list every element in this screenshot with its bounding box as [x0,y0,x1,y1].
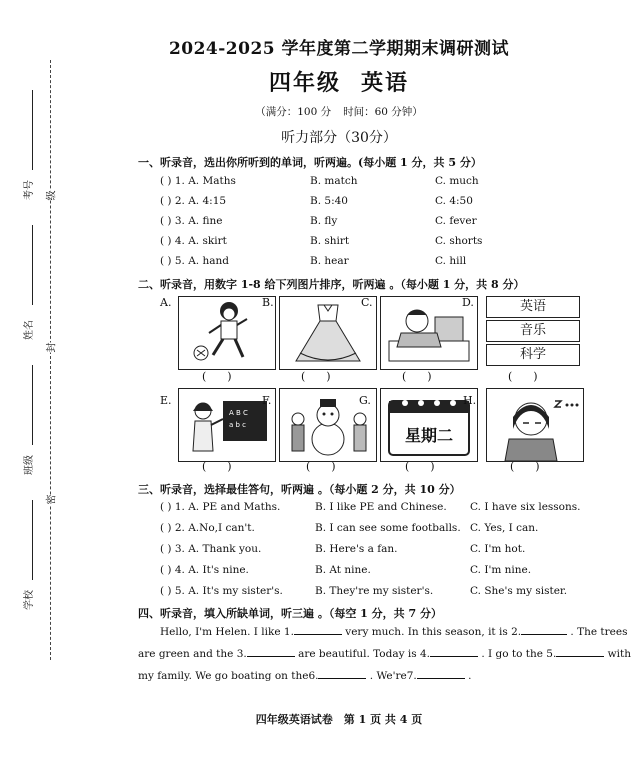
answer-blank-6[interactable] [318,666,366,679]
option-a: ( ) 2. A. 4:15 [160,195,227,207]
passage-text: are beautiful. Today is 4. [294,648,430,660]
option-a: ( ) 1. A. Maths [160,175,236,187]
question-row [160,235,600,251]
option-c: C. She's my sister. [470,585,568,597]
option-b: B. hear [310,255,349,267]
picture-letter-b: B. [262,296,274,309]
subject-label: 英语 [361,70,410,96]
subjects-card [486,296,580,368]
seal-text-2: 封 [41,343,60,353]
binding-margin [0,0,60,761]
page-footer: 四年级英语试卷 第 1 页 共 4 页 [255,713,423,726]
option-a: ( ) 5. A. It's my sister's. [160,585,283,597]
answer-blank-5[interactable] [556,644,604,657]
name-blank-line [32,225,33,305]
option-b: B. 5:40 [310,195,348,207]
passage-text: . I go to the 5. [477,648,557,660]
option-b: B. They're my sister's. [315,585,434,597]
option-b: B. At nine. [315,564,371,576]
option-a: ( ) 4. A. skirt [160,235,227,247]
option-a: ( ) 3. A. fine [160,215,223,227]
answer-paren-a: ( ) [202,370,232,383]
answer-paren-c: ( ) [402,370,432,383]
picture-letter-f: F. [262,394,272,407]
class-label: 班级 [24,455,35,475]
option-c: C. Yes, I can. [470,522,539,534]
passage-text: . [464,670,472,682]
time-info: 时间：60 分钟） [343,106,423,118]
option-b: B. shirt [310,235,350,247]
school-blank-line [32,500,33,580]
section4-heading: 四、听录音，填入所缺单词，听三遍 。（每空 1 分，共 7 分） [138,607,442,620]
option-a: ( ) 4. A. It's nine. [160,564,249,576]
passage-text: Hello, I'm Helen. I like 1. [160,626,294,638]
svg-text:A B C: A B C [229,409,248,417]
option-c: C. 4:50 [435,195,473,207]
option-a: ( ) 5. A. hand [160,255,229,267]
option-a: ( ) 3. A. Thank you. [160,543,262,555]
answer-blank-1[interactable] [294,622,342,635]
subject-music: 音乐 [486,320,580,342]
answer-paren-b: ( ) [301,370,331,383]
picture-letter-e: E. [160,394,172,407]
answer-paren-d: ( ) [508,370,538,383]
question-row [160,195,600,211]
question-row [160,543,600,559]
option-c: C. much [435,175,479,187]
answer-paren-f: ( ) [306,460,336,473]
passage-text: with [604,648,631,660]
number-blank-line [32,90,33,170]
picture-letter-d: D. [462,296,474,309]
passage-text: very much. In this season, it is 2. [341,626,522,638]
svg-text:a b c: a b c [229,421,247,429]
question-row [160,255,600,271]
grade-label: 四年级 [268,70,341,96]
seal-text-3: 密 [41,495,60,505]
passage-text: are green and the 3. [138,648,247,660]
option-c: C. shorts [435,235,483,247]
option-b: B. fly [310,215,338,227]
picture-letter-c: C. [361,296,373,309]
option-a: ( ) 1. A. PE and Maths. [160,501,281,513]
passage-text: my family. We go boating on the6. [138,670,319,682]
answer-blank-3[interactable] [247,644,295,657]
passage-text: . The trees [567,626,628,638]
question-row [160,501,600,517]
answer-blank-7[interactable] [417,666,465,679]
cut-line [50,60,51,660]
option-c: C. fever [435,215,477,227]
question-row [160,564,600,580]
option-c: C. I'm nine. [470,564,532,576]
subject-english: 英语 [486,296,580,318]
option-c: C. I'm hot. [470,543,526,555]
option-b: B. I like PE and Chinese. [315,501,447,513]
option-c: C. hill [435,255,467,267]
question-row [160,215,600,231]
exam-meta [60,104,618,119]
question-row [160,175,600,191]
option-b: B. match [310,175,358,187]
answer-paren-h: ( ) [510,460,540,473]
picture-letter-h: H. [463,394,477,407]
section1-heading: 一、听录音，选出你所听到的单词，听两遍。(每小题 1 分，共 5 分） [138,156,482,169]
option-b: B. Here's a fan. [315,543,398,555]
passage-text: . We're7. [366,670,417,682]
option-a: ( ) 2. A.No,I can't. [160,522,255,534]
picture-letter-a: A. [160,296,172,309]
answer-paren-g: ( ) [405,460,435,473]
answer-blank-4[interactable] [430,644,478,657]
exam-title: 2024-2025 学年度第二学期期末调研测试 [168,39,510,59]
number-label: 考号 [24,180,35,200]
cloze-passage [138,621,631,687]
score-info: （满分：100 分 [255,106,332,118]
seal-text-1: 级 [41,191,60,201]
section3-heading: 三、听录音，选择最佳答句，听两遍 。（每小题 2 分，共 10 分） [138,483,461,496]
school-label: 学校 [24,590,35,610]
section2-heading: 二、听录音，用数字 1-8 给下列图片排序，听两遍 。（每小题 1 分，共 8 分） [138,278,525,291]
answer-blank-2[interactable] [521,622,567,635]
answer-paren-e: ( ) [202,460,232,473]
question-row [160,585,600,601]
option-b: B. I can see some footballs. [315,522,461,534]
exam-subtitle [60,66,618,97]
question-row [160,522,600,538]
class-blank-line [32,365,33,445]
picture-letter-g: G. [359,394,371,407]
subject-science: 科学 [486,344,580,366]
option-c: C. I have six lessons. [470,501,581,513]
name-label: 姓名 [24,320,35,340]
part-title: 听力部分（30分） [281,130,397,146]
tired-girl-image [486,388,584,462]
calendar-day-text: 星期二 [404,426,454,445]
